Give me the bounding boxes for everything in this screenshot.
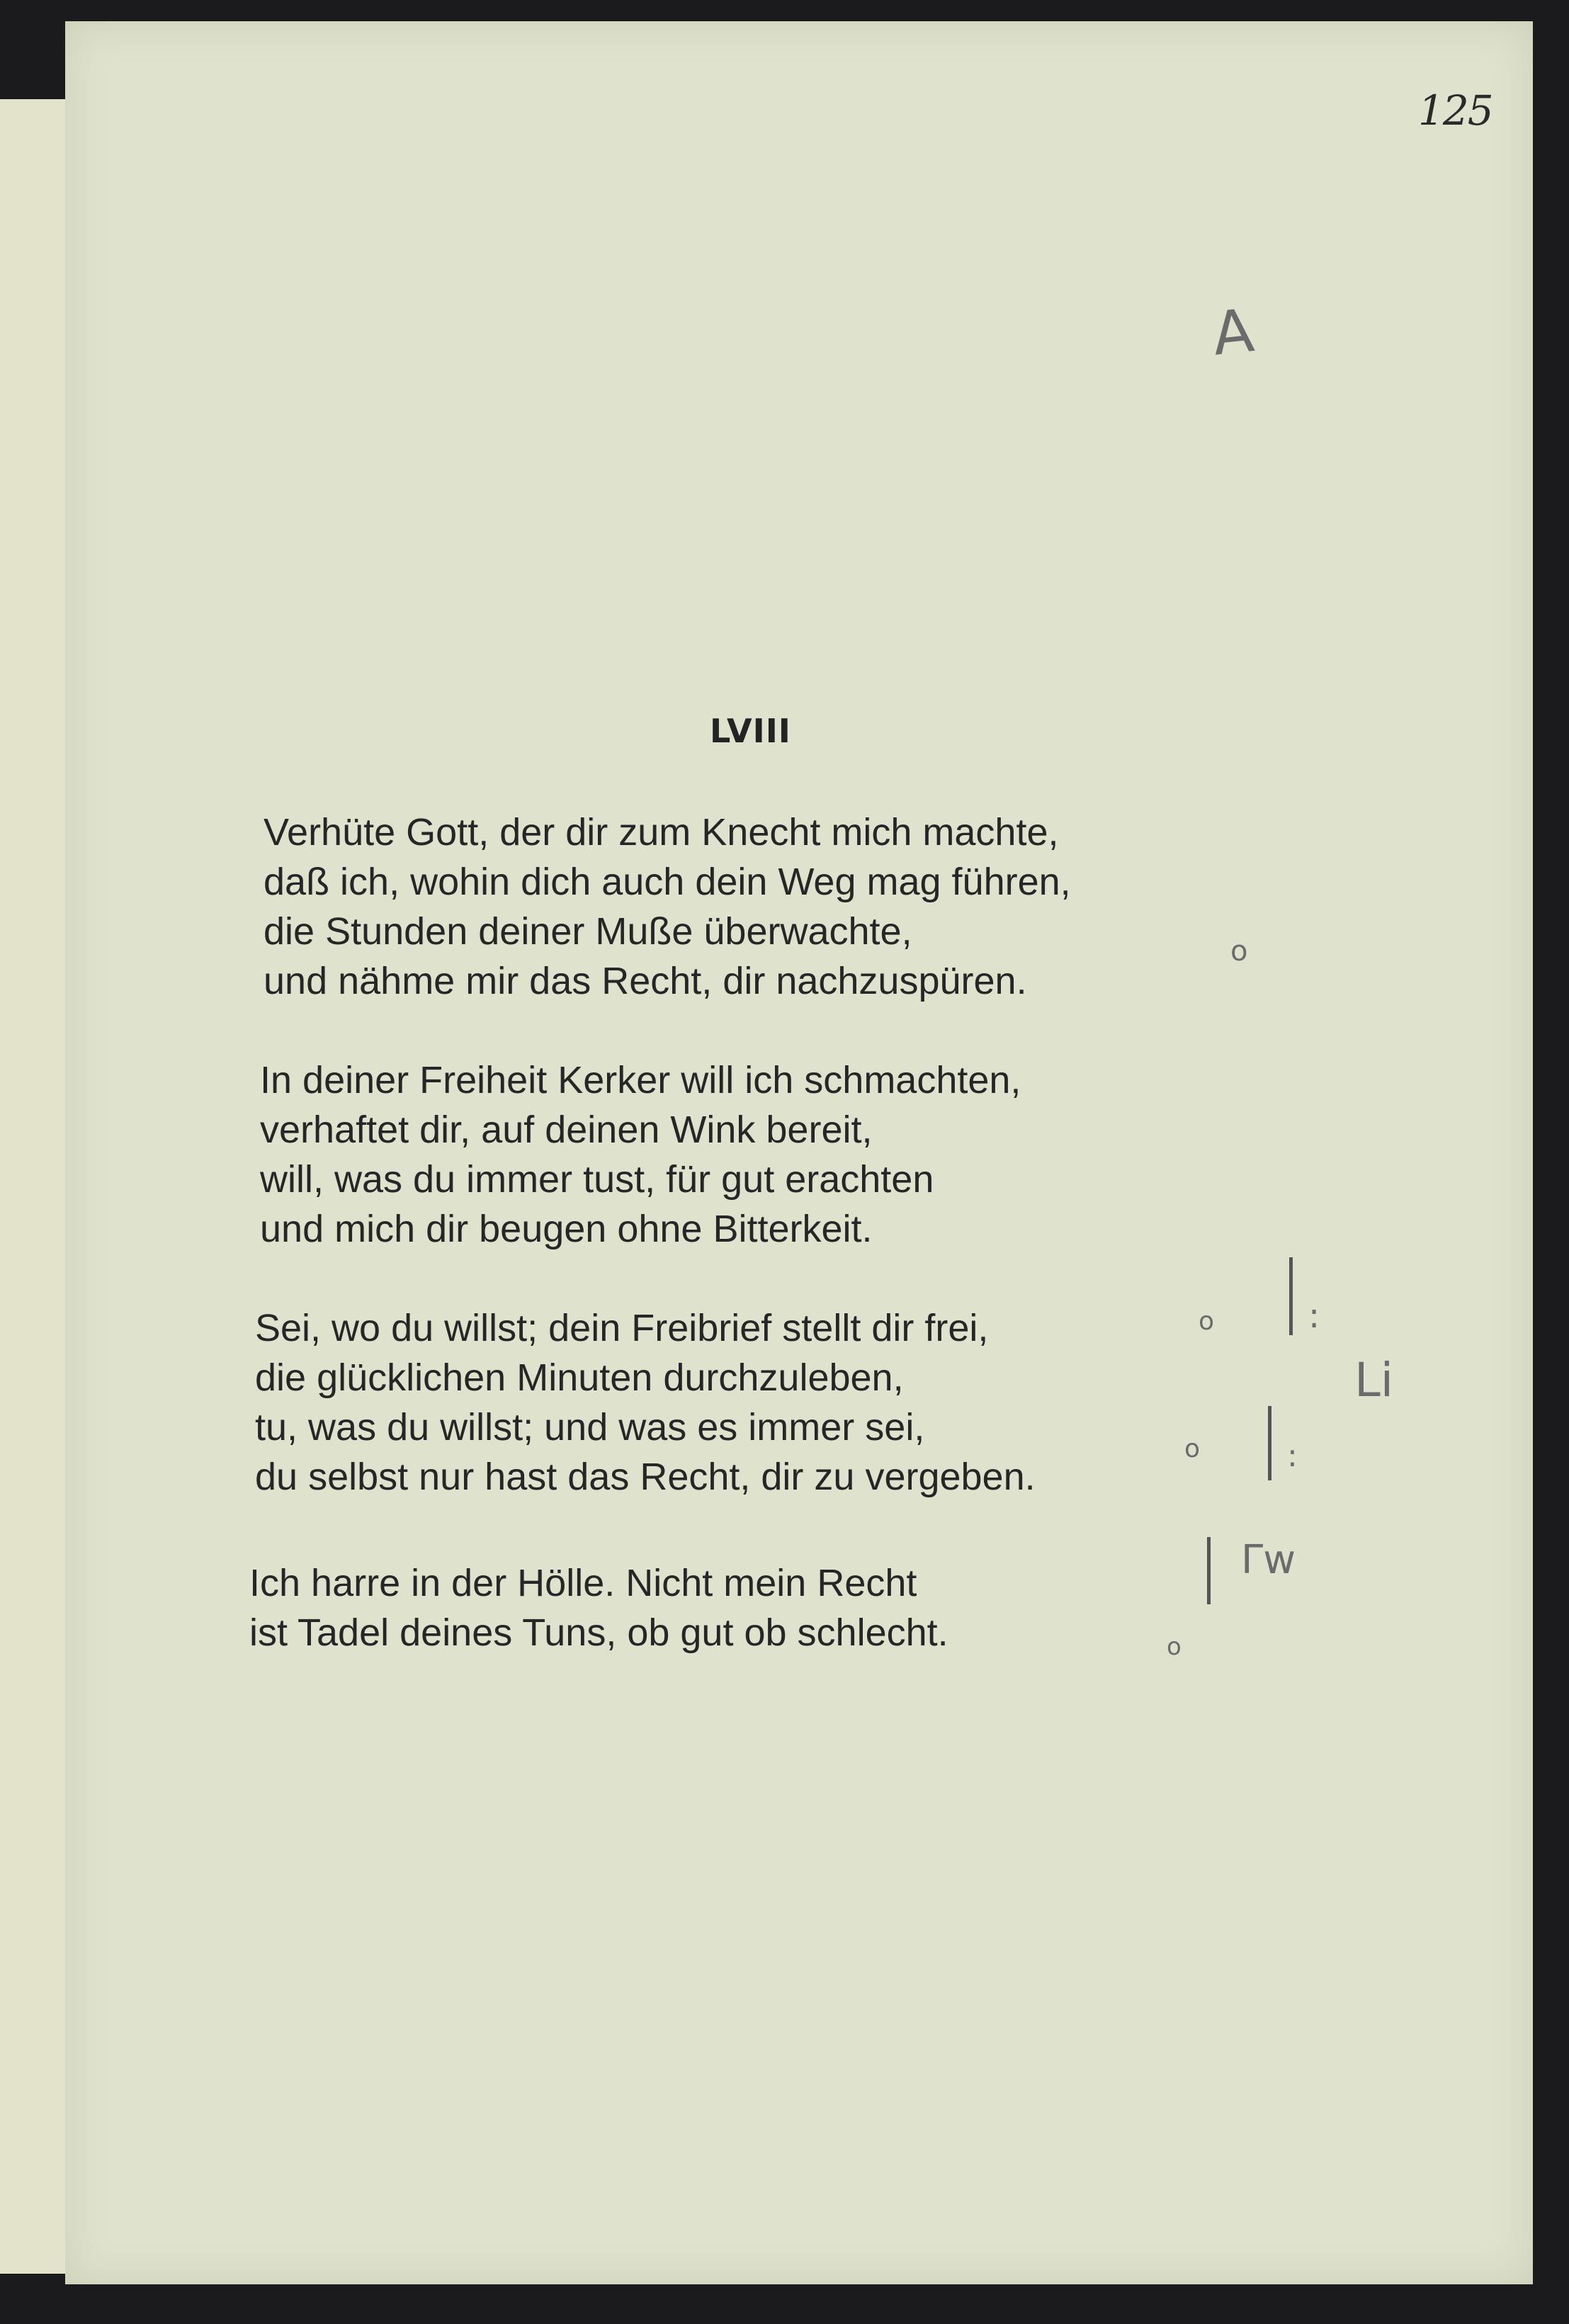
pencil-vertical-stroke [1289, 1257, 1293, 1335]
previous-page-edge [0, 99, 67, 2274]
stanza-2 [260, 1055, 1021, 1254]
poem-line: du selbst nur hast das Recht, dir zu vergeben. [255, 1456, 1036, 1498]
poem-line: die glücklichen Minuten durchzuleben, [255, 1356, 904, 1399]
pencil-vertical-stroke [1268, 1406, 1271, 1480]
poem-line: tu, was du willst; und was es immer sei, [255, 1406, 925, 1449]
stanza-1 [264, 807, 1071, 1006]
poem-line: will, was du immer tust, für gut erachten [260, 1158, 934, 1201]
poem-title: LVIII [710, 712, 791, 750]
book-page [65, 21, 1533, 2284]
pencil-note-rw: Γw [1241, 1537, 1296, 1583]
poem-line: verhaftet dir, auf deinen Wink bereit, [260, 1109, 873, 1151]
poem-line: Ich harre in der Hölle. Nicht mein Recht [249, 1562, 917, 1604]
pencil-circle-mark: o [1230, 935, 1248, 968]
poem-line: die Stunden deiner Muße überwachte, [264, 910, 912, 953]
poem-line: Sei, wo du willst; dein Freibrief stellt dir frei, [255, 1307, 989, 1349]
pencil-circle-mark: o [1199, 1307, 1215, 1336]
poem-line: und nähme mir das Recht, dir nachzuspüren. [264, 960, 1027, 1002]
pencil-mark-top: A [1209, 295, 1257, 369]
poem-line: Verhüte Gott, der dir zum Knecht mich machte, [264, 811, 1059, 854]
page-number: 125 [1418, 86, 1492, 135]
poem-line: daß ich, wohin dich auch dein Weg mag führen, [264, 861, 1071, 903]
poem-line: In deiner Freiheit Kerker will ich schmachten, [260, 1059, 1021, 1101]
stanza-3 [255, 1303, 1036, 1502]
poem-line: und mich dir beugen ohne Bitterkeit. [260, 1208, 873, 1250]
pencil-circle-mark: o [1184, 1434, 1201, 1463]
poem-line: ist Tadel deines Tuns, ob gut ob schlecht. [249, 1611, 948, 1654]
pencil-vertical-stroke [1207, 1537, 1211, 1604]
stanza-4 [249, 1558, 948, 1657]
pencil-colon-mark: : [1287, 1438, 1298, 1474]
pencil-note-li: Li [1354, 1353, 1394, 1407]
pencil-colon-mark: : [1308, 1296, 1320, 1336]
pencil-circle-mark: o [1167, 1633, 1182, 1661]
